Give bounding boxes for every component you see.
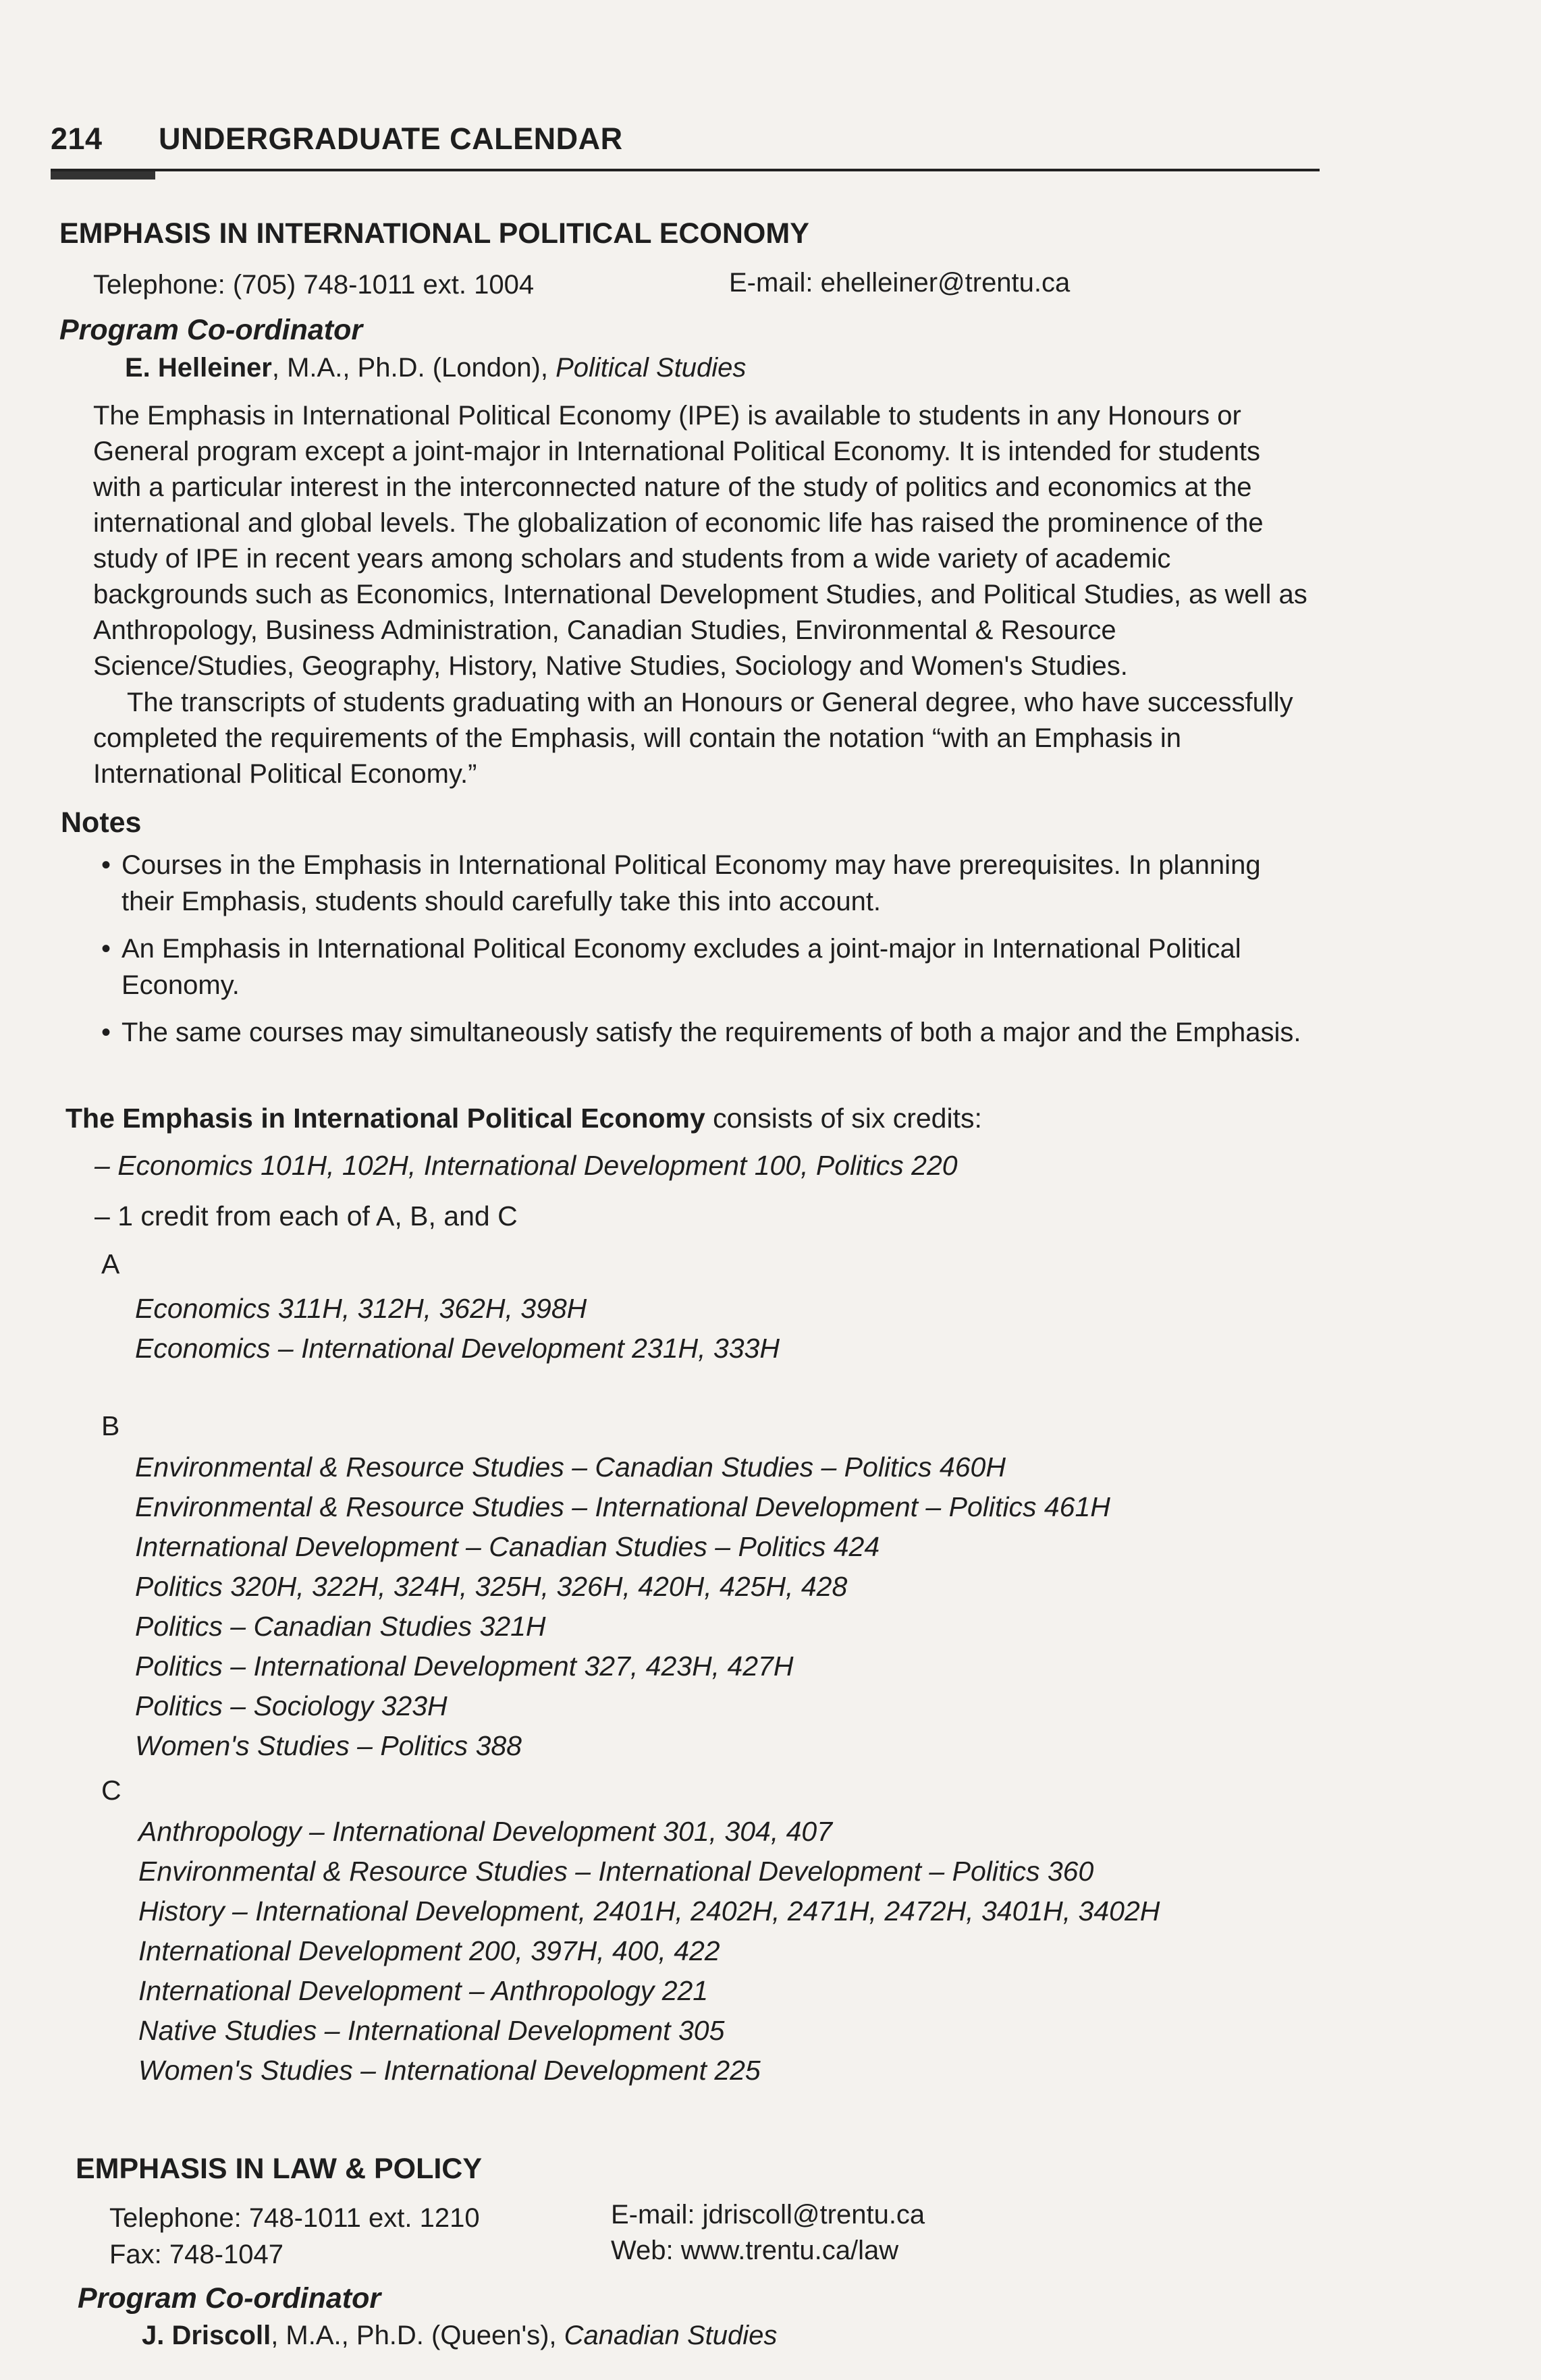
ipe-email: E-mail: ehelleiner@trentu.ca: [729, 268, 1071, 298]
group-c-courses: [138, 1812, 1160, 2091]
course-line: Politics 320H, 322H, 324H, 325H, 326H, 420H, 425H, 428: [135, 1571, 848, 1602]
note-item: • An Emphasis in International Political Economy excludes a joint-major in International Political Economy.: [101, 931, 1316, 1003]
ipe-notes-heading: Notes: [61, 806, 142, 839]
course-line: Native Studies – International Development 305: [138, 2015, 725, 2046]
group-b-label: B: [101, 1410, 120, 1441]
group-a-label: A: [101, 1248, 120, 1279]
course-line: Economics – International Development 231H, 333H: [135, 1333, 780, 1364]
group-b-courses: [135, 1447, 1110, 1766]
law-coordinator-degrees: , M.A., Ph.D. (Queen's),: [271, 2321, 564, 2350]
law-fax: Fax: 748-1047: [109, 2240, 283, 2269]
note-item: • The same courses may simultaneously satisfy the requirements of both a major and the Emphasis.: [101, 1014, 1316, 1051]
ipe-requirement-groups: – 1 credit from each of A, B, and C: [94, 1200, 518, 1231]
law-web: Web: www.trentu.ca/law: [611, 2236, 899, 2265]
ipe-description-paragraph: The Emphasis in International Political Economy (IPE) is available to students in any Honours or General program except a joint-major in International Political Economy. It is intended for students with a particular interest in the interconnected nature of the study of politics and economics at the international and global levels. The globalization of economic life has raised the prominence of the study of IPE in recent years among scholars and students from a wide variety of academic backgrounds such as Economics, International Development Studies, and Political Studies, as well as Anthropology, Business Administration, Canadian Studies, Environmental & Resource Science/Studies, Geography, History, Native Studies, Sociology and Women's Studies.: [93, 401, 1307, 681]
course-line: Politics – International Development 327, 423H, 427H: [135, 1651, 794, 1682]
ipe-consists-line: [65, 1100, 982, 1136]
law-telephone: Telephone: 748-1011 ext. 1210: [109, 2203, 480, 2233]
law-coordinator: [142, 2317, 777, 2354]
course-line: Environmental & Resource Studies – Canadian Studies – Politics 460H: [135, 1451, 1006, 1483]
group-a-courses: [135, 1289, 780, 1368]
ipe-coordinator-label: Program Co-ordinator: [59, 314, 363, 346]
law-coordinator-label: Program Co-ordinator: [78, 2282, 381, 2315]
course-line: Politics – Sociology 323H: [135, 1690, 448, 1721]
ipe-coordinator: [125, 350, 746, 386]
law-coordinator-name: J. Driscoll: [142, 2321, 271, 2350]
ipe-notes-list: [101, 847, 1316, 1061]
course-line: Women's Studies – International Development 225: [138, 2055, 761, 2086]
ipe-coordinator-dept: Political Studies: [556, 353, 747, 383]
course-line: Environmental & Resource Studies – International Development – Politics 461H: [135, 1491, 1110, 1522]
course-line: International Development – Canadian Studies – Politics 424: [135, 1531, 880, 1562]
law-heading: EMPHASIS IN LAW & POLICY: [76, 2153, 483, 2185]
course-line: International Development – Anthropology 221: [138, 1975, 709, 2006]
page-number: 214: [51, 121, 103, 156]
header-rule: [51, 169, 1320, 171]
calendar-title: UNDERGRADUATE CALENDAR: [159, 121, 623, 156]
ipe-requirement-core: – Economics 101H, 102H, International Development 100, Politics 220: [94, 1150, 958, 1181]
course-line: Environmental & Resource Studies – International Development – Politics 360: [138, 1856, 1094, 1887]
ipe-transcript-paragraph: The transcripts of students graduating with an Honours or General degree, who have successfully completed the requirements of the Emphasis, will contain the notation “with an Emphasis in International Political Economy.”: [93, 688, 1293, 789]
course-line: International Development 200, 397H, 400, 422: [138, 1935, 720, 1966]
course-line: Anthropology – International Development 301, 304, 407: [138, 1816, 833, 1847]
ipe-coordinator-degrees: , M.A., Ph.D. (London),: [271, 353, 556, 383]
ipe-coordinator-name: E. Helleiner: [125, 353, 272, 383]
ipe-consists-bold: The Emphasis in International Political Economy: [65, 1103, 705, 1134]
ipe-telephone: Telephone: (705) 748-1011 ext. 1004: [93, 270, 535, 300]
course-line: Politics – Canadian Studies 321H: [135, 1611, 546, 1642]
course-line: Women's Studies – Politics 388: [135, 1730, 522, 1761]
law-coordinator-dept: Canadian Studies: [564, 2321, 778, 2350]
course-line: Economics 311H, 312H, 362H, 398H: [135, 1293, 587, 1324]
note-item: • Courses in the Emphasis in International Political Economy may have prerequisites. In planning their Emphasis, students should carefully take this into account.: [101, 847, 1316, 920]
ipe-heading: EMPHASIS IN INTERNATIONAL POLITICAL ECONOMY: [59, 217, 809, 250]
ipe-consists-rest: consists of six credits:: [705, 1103, 982, 1134]
course-line: History – International Development, 2401H, 2402H, 2471H, 2472H, 3401H, 3402H: [138, 1895, 1160, 1927]
header-rule-accent: [51, 171, 155, 179]
group-c-label: C: [101, 1775, 121, 1806]
law-email: E-mail: jdriscoll@trentu.ca: [611, 2200, 925, 2230]
page-header: [51, 121, 1320, 157]
